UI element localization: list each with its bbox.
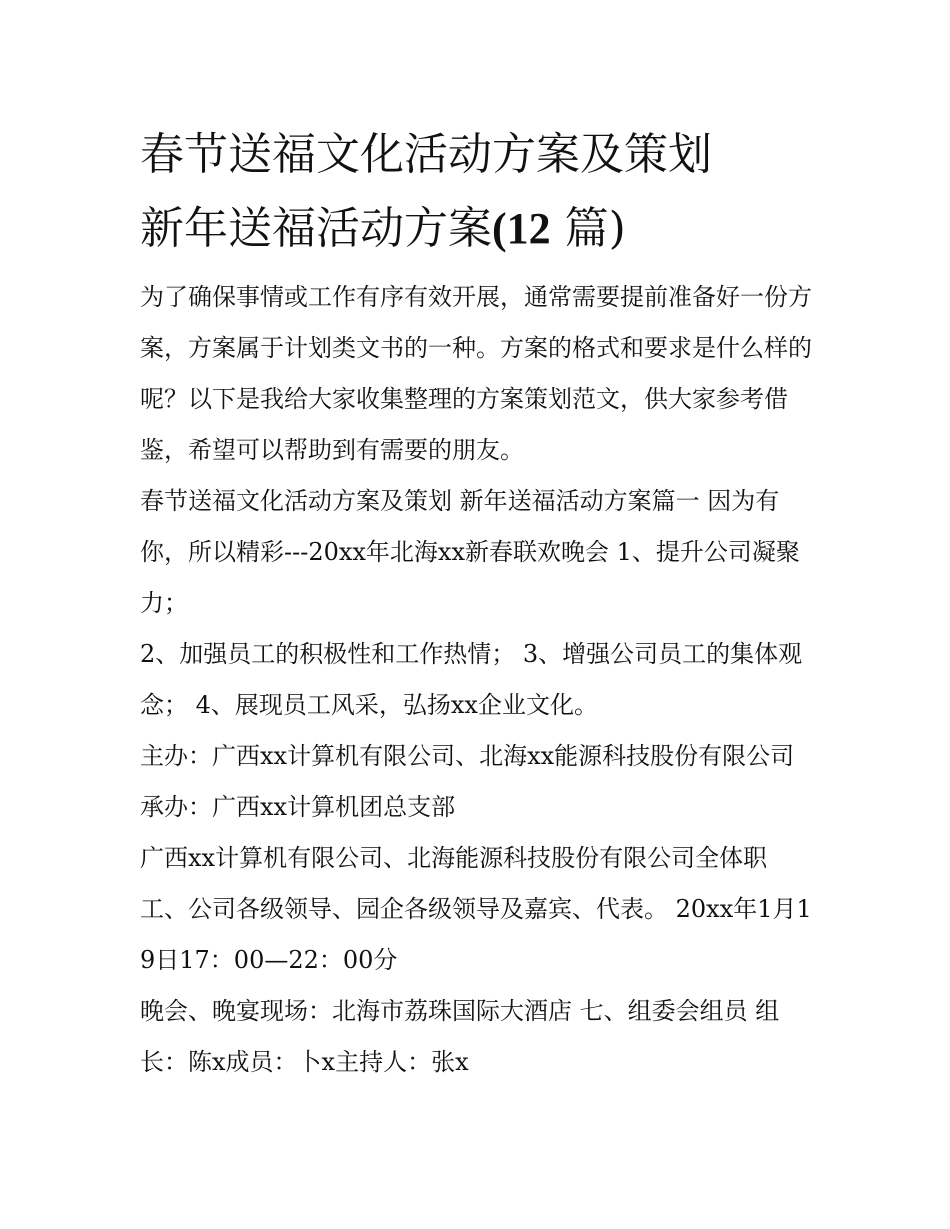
document-title (140, 118, 812, 266)
title-line-2-text: 新年送福活动方案 (140, 203, 492, 254)
document-body (140, 118, 812, 1088)
paragraph-organizers: 主办：广西xx计算机有限公司、北海xx能源科技股份有限公司 承办：广西xx计算机团总支部 (140, 742, 795, 821)
paragraph-venue-committee: 晚会、晚宴现场：北海市荔珠国际大酒店 七、组委会组员 组长：陈x成员：卜x主持人：张x (140, 997, 780, 1076)
title-line-2-end: 篇) (564, 203, 626, 254)
paragraph-participants-time: 广西xx计算机有限公司、北海能源科技股份有限公司全体职工、公司各级领导、园企各级领导及嘉宾、代表。 20xx年1月19日17：00—22：00分 (140, 844, 812, 974)
paragraph-intro: 为了确保事情或工作有序有效开展，通常需要提前准备好一份方案，方案属于计划类文书的一种。方案的格式和要求是什么样的呢？以下是我给大家收集整理的方案策划范文，供大家参考借鉴，希望可以帮助到有需要的朋友。 (140, 283, 812, 464)
paragraph-theme: 春节送福文化活动方案及策划 新年送福活动方案篇一 因为有你，所以精彩---20xx年北海xx新春联欢晚会 1、提升公司凝聚力； (140, 487, 800, 617)
title-line-1: 春节送福文化活动方案及策划 (140, 129, 712, 180)
paragraph-goals: 2、加强员工的积极性和工作热情； 3、增强公司员工的集体观念； 4、展现员工风采，弘扬xx企业文化。 (140, 640, 803, 719)
title-line-2-count: (12 (492, 204, 551, 253)
